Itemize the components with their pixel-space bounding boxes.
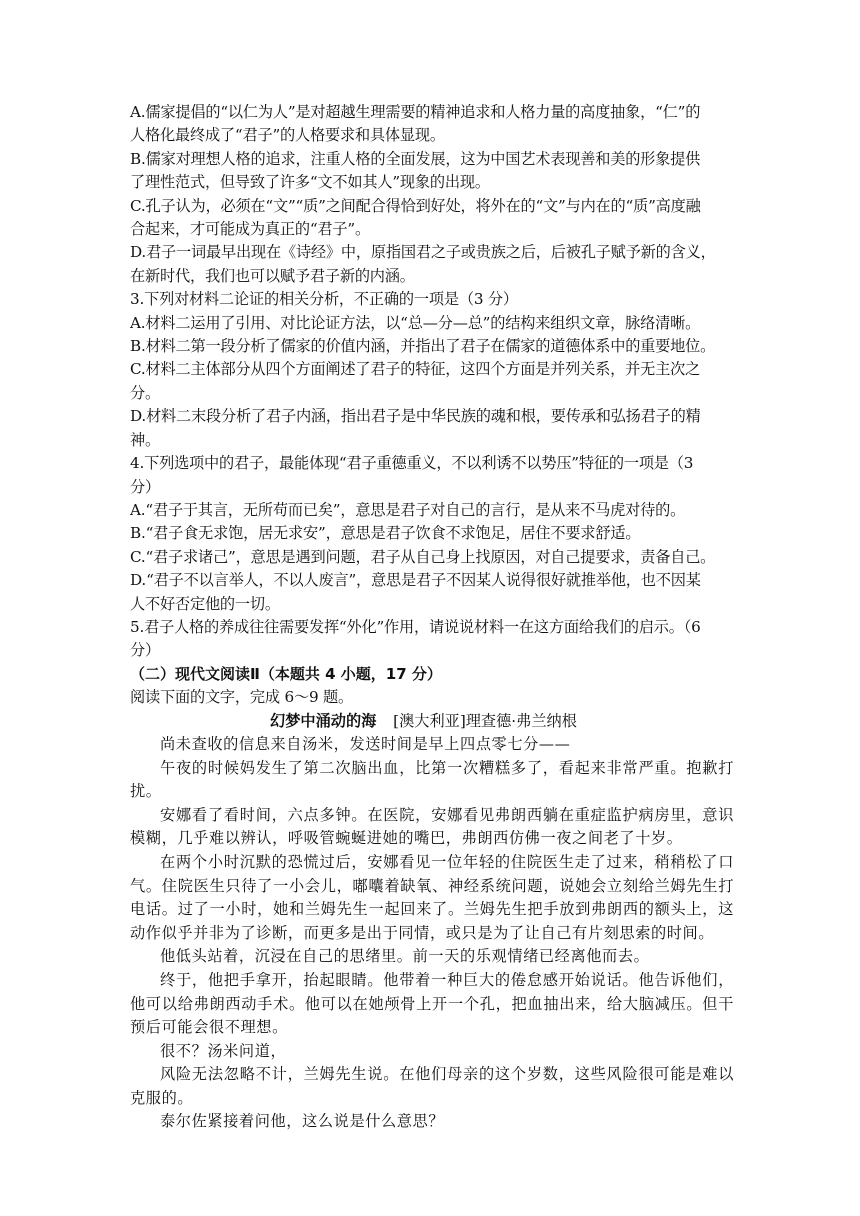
- section-instruction: 阅读下面的文字，完成 6～9 题。: [130, 688, 354, 707]
- story-heading: [130, 710, 734, 733]
- story-paragraph: 安娜看了看时间，六点多钟。在医院，安娜看见弗朗西躺在重症监护病房里，意识模糊，几乎难以辨认，呼吸管蜿蜒进她的嘴巴，弗朗西仿佛一夜之间老了十岁。: [130, 805, 734, 848]
- q4-option-d-line-2: 人不好否定他的一切。: [130, 594, 280, 613]
- q3-option-c-line-2: 分。: [130, 383, 160, 402]
- q5-stem-line-2: 分）: [130, 641, 160, 660]
- q4-option-a: A.“君子于其言，无所苟而已矣”，意思是君子对自己的言行，是从来不马虎对待的。: [130, 500, 686, 519]
- story-author: [澳大利亚]理查德·弗兰纳根: [393, 711, 577, 730]
- q3-option-a: A.材料二运用了引用、对比论证方法，以“总—分—总”的结构来组织文章，脉络清晰。: [130, 313, 701, 332]
- q2-option-c-line-1: C.孔子认为，必须在“文”“质”之间配合得恰到好处，将外在的“文”与内在的“质”高度融: [130, 196, 701, 215]
- q3-option-d-line-2: 神。: [130, 430, 160, 449]
- story-paragraph: 风险无法忽略不计，兰姆先生说。在他们母亲的这个岁数，这些风险很可能是难以克服的。: [130, 1065, 734, 1107]
- q5-stem-line-1: 5.君子人格的养成往往需要发挥“外化”作用，请说说材料一在这方面给我们的启示。（6: [130, 617, 701, 636]
- question-4: [130, 452, 734, 616]
- story-paragraph: 尚未查收的信息来自汤米，发送时间是早上四点零七分——: [160, 734, 571, 753]
- q4-option-d-line-1: D.“君子不以言举人，不以人废言”，意思是君子不因某人说得很好就推举他，也不因某: [130, 571, 701, 590]
- question-3: [130, 288, 734, 452]
- q2-option-d-line-2: 在新时代，我们也可以赋予君子新的内涵。: [130, 266, 415, 285]
- question-2-options: [130, 101, 734, 288]
- exam-page: [130, 101, 734, 1134]
- q3-option-d-line-1: D.材料二末段分析了君子内涵，指出君子是中华民族的魂和根，要传承和弘扬君子的精: [130, 407, 701, 426]
- q4-option-b: B.“君子食无求饱，居无求安”，意思是君子饮食不求饱足，居住不要求舒适。: [130, 524, 641, 543]
- story-paragraph: 午夜的时候妈发生了第二次脑出血，比第一次糟糕多了，看起来非常严重。抱歉打扰。: [130, 758, 734, 801]
- q2-option-a-line-1: A.儒家提倡的“以仁为人”是对超越生理需要的精神追求和人格力量的高度抽象，“仁”的: [130, 103, 701, 121]
- q3-option-c-line-1: C.材料二主体部分从四个方面阐述了君子的特征，这四个方面是并列关系，并无主次之: [130, 360, 701, 379]
- section-title: （二）现代文阅读Ⅱ（本题共 4 小题，17 分）: [130, 664, 442, 683]
- q2-option-c-line-2: 合起来，才可能成为真正的“君子”。: [130, 220, 370, 239]
- q4-stem-line-1: 4.下列选项中的君子，最能体现“君子重德重义，不以利诱不以势压”特征的一项是（3: [130, 454, 694, 473]
- story-paragraph: 在两个小时沉默的恐慌过后，安娜看见一位年轻的住院医生走了过来，稍稍松了口气。住院医生只待了一小会儿，嘟囔着缺氧、神经系统问题，说她会立刻给兰姆先生打电话。过了一小时，她和兰姆先生一起回来了。兰姆先生把手放到弗朗西的额头上，这动作似乎并非为了诊断，而更多是出于同情，或只是为了让自己有片刻思索的时间。: [130, 852, 734, 942]
- story-paragraph: 很不？汤米问道，: [160, 1041, 287, 1060]
- story-paragraph: 泰尔佐紧接着问他，这么说是什么意思？: [160, 1112, 445, 1131]
- story-body: [130, 733, 734, 1134]
- q2-option-a-line-2: 人格化最终成了“君子”的人格要求和具体显现。: [130, 126, 445, 145]
- story-paragraph: 终于，他把手拿开，抬起眼睛。他带着一种巨大的倦怠感开始说话。他告诉他们，他可以给弗朗西动手术。他可以在她颅骨上开一个孔，把血抽出来，给大脑减压。但干预后可能会很不理想。: [130, 970, 734, 1037]
- q4-option-c: C.“君子求诸己”，意思是遇到问题，君子从自己身上找原因，对自己提要求，责备自己。: [130, 547, 716, 566]
- q2-option-b-line-1: B.儒家对理想人格的追求，注重人格的全面发展，这为中国艺术表现善和美的形象提供: [130, 149, 701, 168]
- q4-stem-line-2: 分）: [130, 477, 160, 496]
- story-paragraph: 他低头站着，沉浸在自己的思绪里。前一天的乐观情绪已经离他而去。: [160, 947, 650, 966]
- question-5: [130, 616, 734, 663]
- q3-stem: 3.下列对材料二论证的相关分析，不正确的一项是（3 分）: [130, 290, 518, 309]
- q3-option-b: B.材料二第一段分析了儒家的价值内涵，并指出了君子在儒家的道德体系中的重要地位。: [130, 337, 716, 356]
- q2-option-d-line-1: D.君子一词最早出现在《诗经》中，原指国君之子或贵族之后，后被孔子赋予新的含义，: [130, 243, 716, 262]
- q2-option-b-line-2: 了理性范式，但导致了许多“文不如其人”现象的出现。: [130, 173, 490, 192]
- story-title: 幻梦中涌动的海: [270, 711, 377, 730]
